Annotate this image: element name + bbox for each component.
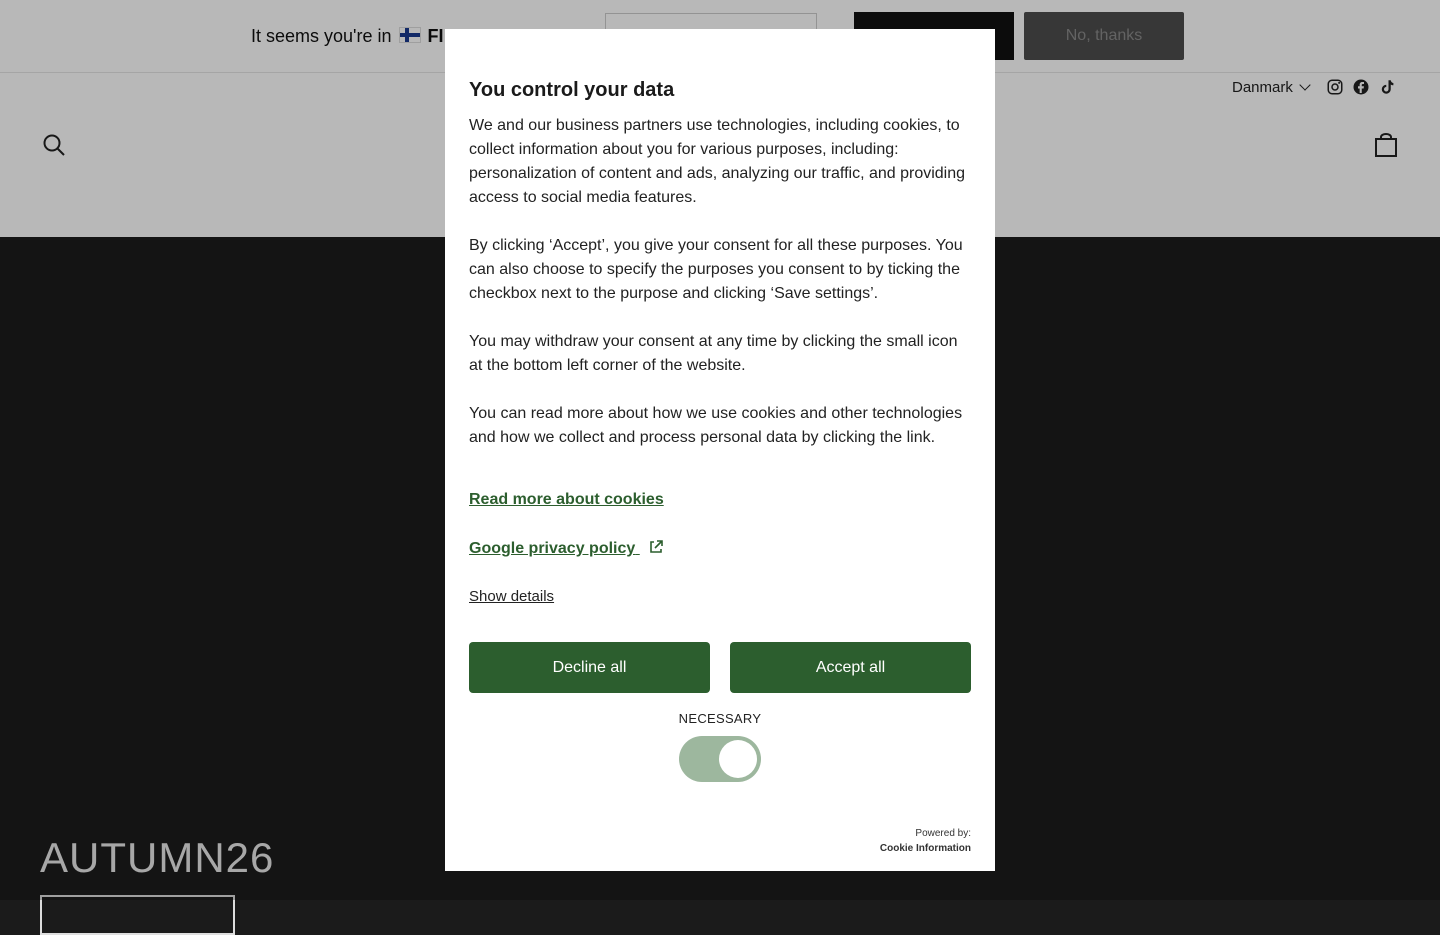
consent-paragraph: You can read more about how we use cookies and other technologies and how we collect and process personal data by clicking the link. <box>469 405 963 446</box>
provider-name: Cookie Information <box>879 843 971 854</box>
consent-dialog <box>445 29 995 871</box>
decline-all-button[interactable]: Decline all <box>469 642 710 693</box>
necessary-label: NECESSARY <box>678 711 762 726</box>
hero-button[interactable] <box>40 895 235 935</box>
google-privacy-label: Google privacy policy <box>469 540 636 557</box>
geo-decline-button[interactable]: No, thanks <box>1024 12 1184 60</box>
google-privacy-link[interactable] <box>469 539 664 558</box>
geo-country: FI <box>427 26 444 46</box>
show-details-link[interactable]: Show details <box>469 588 555 605</box>
geo-message-text: It seems you're in <box>251 26 392 46</box>
hero-title: AUTUMN26 <box>40 834 275 881</box>
external-link-icon <box>648 539 664 555</box>
consent-paragraph: We and our business partners use technologies, including cookies, to collect information about you for various purposes, including: personalization of content and ads, analyzing our traffic, and providing access to social media features. <box>469 117 966 206</box>
powered-by-label: Powered by: <box>915 828 971 839</box>
consent-paragraph: By clicking ‘Accept’, you give your consent for all these purposes. You can also choose to specify the purposes you consent to by ticking the checkbox next to the purpose and clicking ‘Save settings’. <box>469 237 963 302</box>
necessary-toggle[interactable] <box>679 736 761 782</box>
consent-paragraph: You may withdraw your consent at any time by clicking the small icon at the bottom left corner of the website. <box>469 333 958 374</box>
powered-by <box>880 826 971 856</box>
accept-all-button[interactable]: Accept all <box>730 642 971 693</box>
country-label: Danmark <box>1232 79 1293 96</box>
consent-body <box>469 114 971 474</box>
consent-title: You control your data <box>469 79 675 101</box>
toggle-knob <box>719 740 757 778</box>
read-more-cookies-link[interactable]: Read more about cookies <box>469 491 664 508</box>
